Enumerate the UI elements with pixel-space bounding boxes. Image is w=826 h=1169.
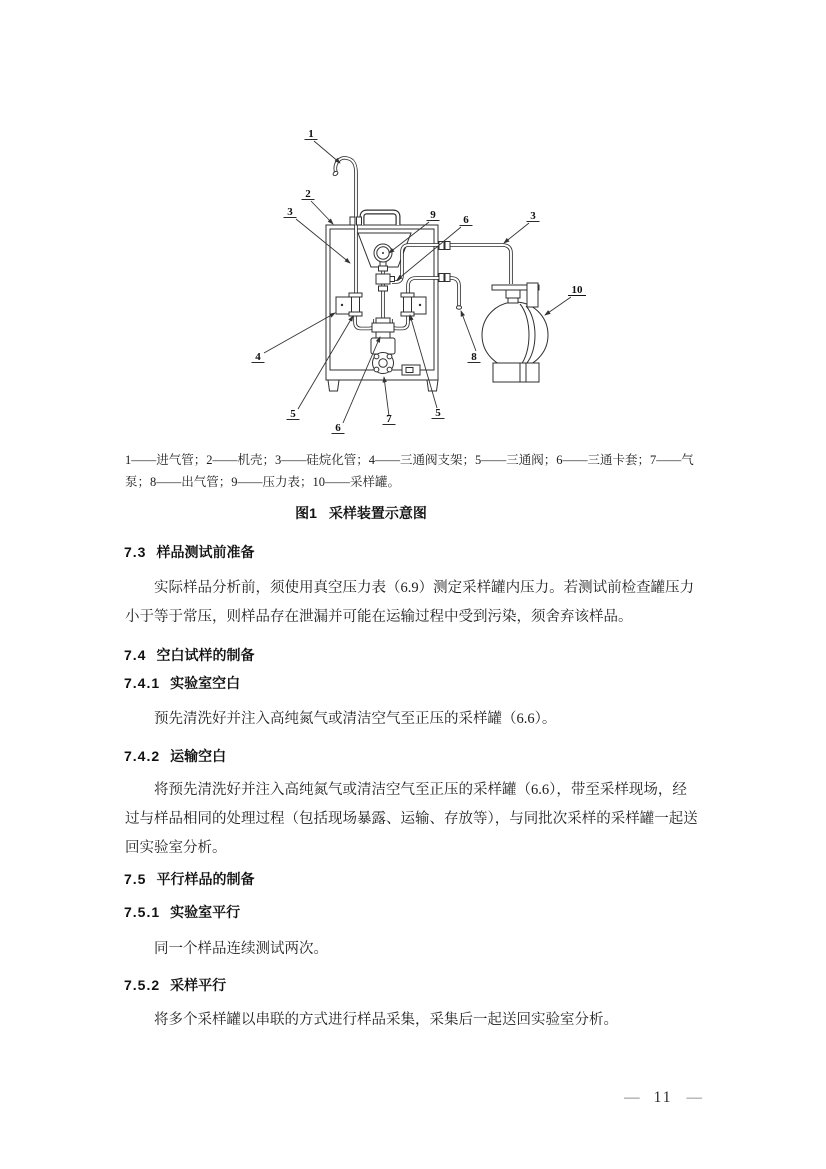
section-number: 7.5.2 [124,977,161,993]
part-label: 2 [305,188,311,200]
section-paragraph [125,1006,703,1035]
section-title: 样品测试前准备 [156,544,255,560]
part-label: 8 [471,351,477,363]
section-heading-7-3 [124,542,254,562]
part-label: 1 [308,128,314,140]
part-label: 7 [386,413,392,425]
section-heading-7-4-2 [124,746,226,766]
figure-title: 采样装置示意图 [328,505,427,521]
section-number: 7.5 [124,871,147,887]
box-foot-right [427,380,438,391]
part-label: 4 [255,351,261,363]
section-title: 运输空白 [170,748,227,764]
inlet-fitting [350,217,355,225]
part-label: 3 [287,206,293,218]
pump [371,318,395,374]
part-label: 5 [290,408,296,420]
page-number-dash: — [624,1089,640,1106]
inlet-fitting [357,217,362,225]
paragraph-line: 实际样品分析前，须使用真空压力表（6.9）测定采样罐内压力。若测试前检查罐压力 [154,580,695,596]
section-heading-7-5-2 [124,975,226,995]
handle [362,212,398,225]
wall-fittings [439,242,450,282]
paragraph-line: 同一个样品连续测试两次。 [154,941,328,957]
section-title: 采样平行 [170,977,227,993]
part-label: 6 [335,422,341,434]
section-number: 7.4.1 [124,675,161,691]
section-number: 7.4 [124,647,147,663]
paragraph-line: 回实验室分析。 [125,840,227,856]
part-label: 10 [571,284,583,296]
section-title: 平行样品的制备 [156,871,255,887]
page-number [125,1088,702,1108]
section-heading-7-4 [124,645,254,665]
sampling-canister [482,283,548,382]
part-label: 6 [463,214,469,226]
figure-number: 图1 [295,505,317,521]
page-number-dash: — [686,1089,702,1106]
section-heading-7-4-1 [124,673,240,693]
section-heading-7-5 [124,869,254,889]
section-title: 实验室平行 [170,904,241,920]
section-title: 实验室空白 [170,675,241,691]
paragraph-line: 过与样品相同的处理过程（包括现场暴露、运输、存放等），与同批次采样的采样罐一起送 [125,811,698,827]
paragraph-line: 将多个采样罐以串联的方式进行样品采集，采集后一起送回实验室分析。 [154,1012,618,1028]
part-label: 3 [530,210,536,222]
figure-key [125,449,703,493]
paragraph-line: 预先清洗好并注入高纯氮气或清洁空气至正压的采样罐（6.6）。 [154,711,557,727]
section-heading-7-5-1 [124,902,240,922]
section-paragraph [125,935,703,964]
section-paragraph [125,776,703,863]
section-paragraph [125,705,703,734]
section-number: 7.5.1 [124,904,161,920]
section-title: 空白试样的制备 [156,647,255,663]
paragraph-line: 将预先清洗好并注入高纯氮气或清洁空气至正压的采样罐（6.6），带至采样现场，经 [154,782,687,798]
part-label: 5 [435,407,441,419]
figure-caption [125,503,597,523]
page-number-value: 11 [653,1089,673,1106]
box-foot-left [328,380,339,391]
pump-switch-block [402,365,420,375]
figure-key-line: 泵；8——出气管；9——压力表；10——采样罐。 [125,475,401,489]
section-paragraph [125,574,703,632]
part-label: 9 [430,209,436,221]
paragraph-line: 小于等于常压，则样品存在泄漏并可能在运输过程中受到污染，须舍弃该样品。 [125,609,633,625]
section-number: 7.4.2 [124,748,161,764]
figure-key-line: 1——进气管；2——机壳；3——硅烷化管；4——三通阀支架；5——三通阀；6——三通卡套；7——气 [125,453,694,467]
section-number: 7.3 [124,544,147,560]
sampling-apparatus-diagram [250,115,600,445]
